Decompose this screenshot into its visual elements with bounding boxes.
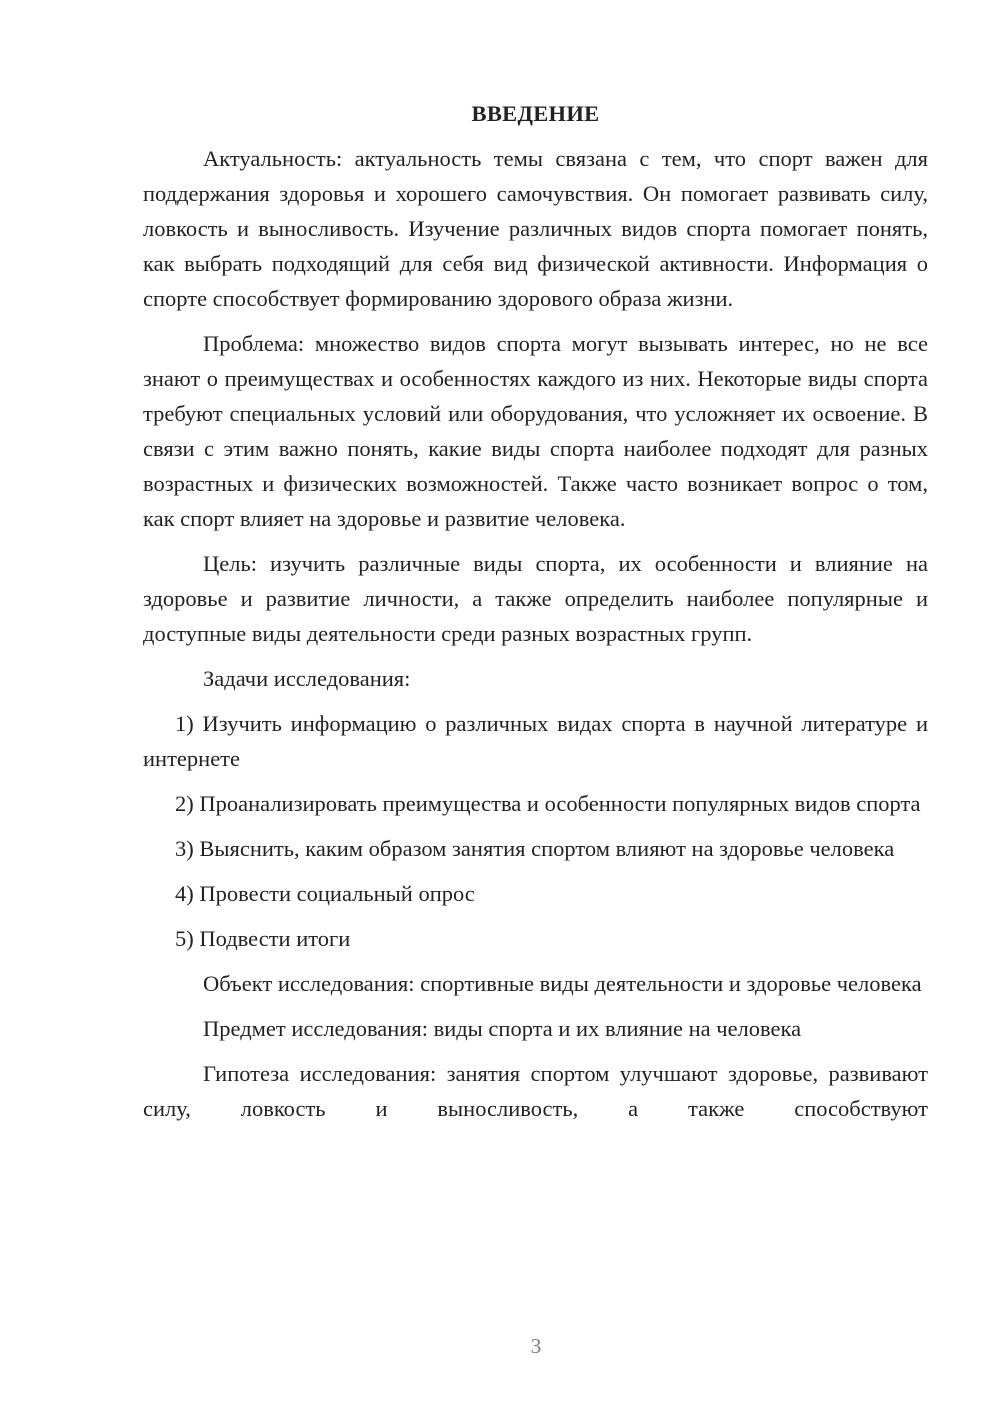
task-item: 3) Выяснить, каким образом занятия спортом влияют на здоровье человека xyxy=(175,836,895,861)
hypothesis-paragraph: Гипотеза исследования: занятия спортом улучшают здоровье, развивают силу, ловкость и выносливость, а также способствуют xyxy=(143,1061,928,1121)
task-item: 4) Провести социальный опрос xyxy=(175,881,475,906)
subject-paragraph: Предмет исследования: виды спорта и их влияние на человека xyxy=(203,1016,802,1041)
document-page xyxy=(143,96,928,1136)
goal-paragraph: Цель: изучить различные виды спорта, их особенности и влияние на здоровье и развитие личности, а также определить наиболее популярные и доступные виды деятельности среди разных возрастных групп. xyxy=(143,551,928,646)
page-number: 3 xyxy=(530,1334,542,1358)
task-item: 5) Подвести итоги xyxy=(175,926,351,951)
tasks-heading: Задачи исследования: xyxy=(203,666,411,691)
object-paragraph: Объект исследования: спортивные виды деятельности и здоровье человека xyxy=(203,971,922,996)
task-item: 1) Изучить информацию о различных видах спорта в научной литературе и интернете xyxy=(143,711,928,771)
relevance-paragraph: Актуальность: актуальность темы связана с тем, что спорт важен для поддержания здоровья и хорошего самочувствия. Он помогает развивать силу, ловкость и выносливость. Изучение различных видов спорта помогает понять, как выбрать подходящий для себя вид физической активности. Информация о спорте способствует формированию здорового образа жизни. xyxy=(143,146,928,311)
problem-paragraph: Проблема: множество видов спорта могут вызывать интерес, но не все знают о преимуществах и особенностях каждого из них. Некоторые виды спорта требуют специальных условий или оборудования, что усложняет их освоение. В связи с этим важно понять, какие виды спорта наиболее подходят для разных возрастных и физических возможностей. Также часто возникает вопрос о том, как спорт влияет на здоровье и развитие человека. xyxy=(143,331,928,531)
task-item: 2) Проанализировать преимущества и особенности популярных видов спорта xyxy=(175,791,921,816)
section-title: ВВЕДЕНИЕ xyxy=(471,101,600,126)
